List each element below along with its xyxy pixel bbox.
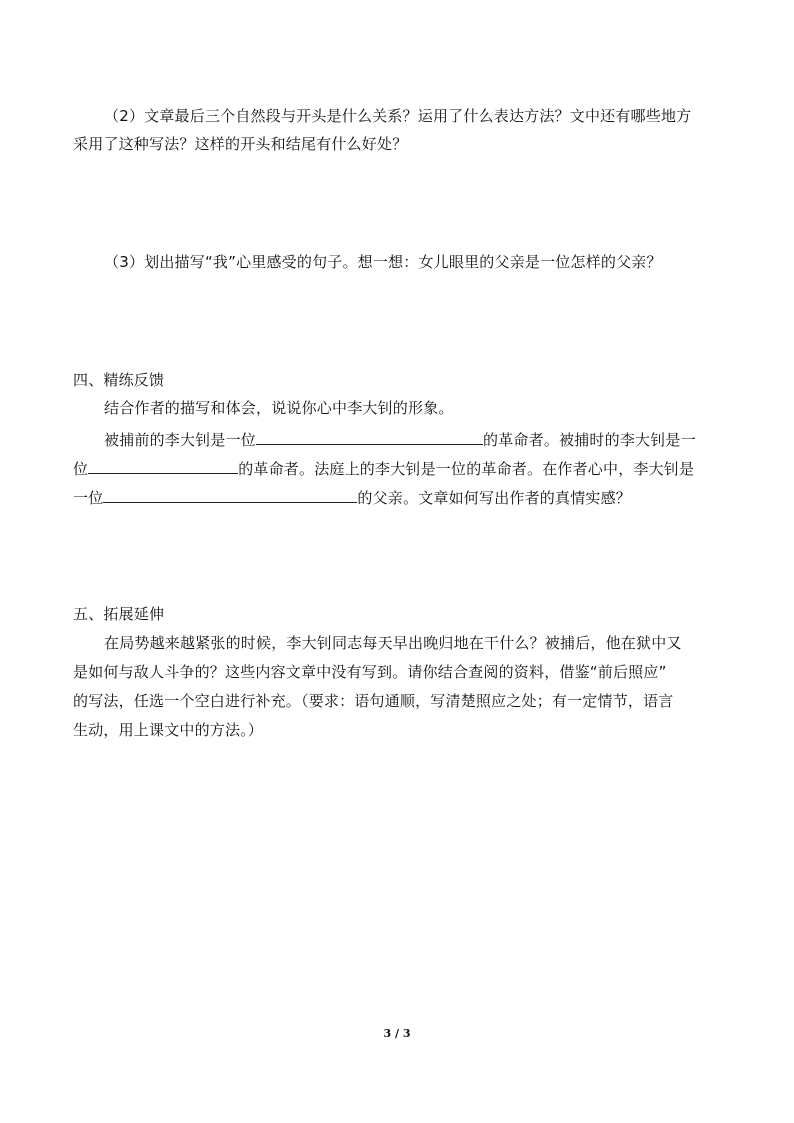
answer-blank[interactable] (103, 486, 357, 503)
question-2-line-1: （2）文章最后三个自然段与开头是什么关系？运用了什么表达方法？文中还有哪些地方 (104, 107, 692, 125)
answer-blank[interactable] (256, 428, 483, 445)
page-number: 3 / 3 (383, 1027, 411, 1040)
section-4-heading: 四、精练反馈 (73, 371, 165, 389)
fill-in-text: 的革命者。被捕时的李大钊是一 (483, 431, 696, 449)
fill-in-line-2 (73, 457, 694, 479)
section-5-line-3: 的写法，任选一个空白进行补充。（要求：语句通顺，写清楚照应之处；有一定情节，语言 (73, 692, 674, 710)
question-2-line-2: 采用了这种写法？这样的开头和结尾有什么好处？ (73, 135, 408, 153)
section-5-heading: 五、拓展延伸 (73, 605, 165, 623)
section-4-intro: 结合作者的描写和体会，说说你心中李大钊的形象。 (104, 399, 454, 417)
section-5-line-2: 是如何与敌人斗争的？这些内容文章中没有写到。请你结合查阅的资料，借鉴“前后照应” (73, 663, 667, 681)
question-3-line-1: （3）划出描写“我”心里感受的句子。想一想：女儿眼里的父亲是一位怎样的父亲？ (104, 253, 662, 271)
fill-in-line-1 (104, 428, 696, 450)
fill-in-line-3 (73, 486, 631, 508)
fill-in-text: 位 (73, 460, 89, 478)
fill-in-text: 的革命者。法庭上的李大钊是一位的革命者。在作者心中，李大钊是 (238, 460, 695, 478)
section-5-line-4: 生动，用上课文中的方法。） (73, 721, 264, 739)
fill-in-text: 的父亲。文章如何写出作者的真情实感？ (357, 489, 632, 507)
answer-blank[interactable] (88, 457, 238, 474)
section-5-line-1: 在局势越来越紧张的时候，李大钊同志每天早出晚归地在干什么？被捕后，他在狱中又 (104, 634, 682, 652)
fill-in-text: 被捕前的李大钊是一位 (104, 431, 257, 449)
fill-in-text: 一位 (73, 489, 104, 507)
